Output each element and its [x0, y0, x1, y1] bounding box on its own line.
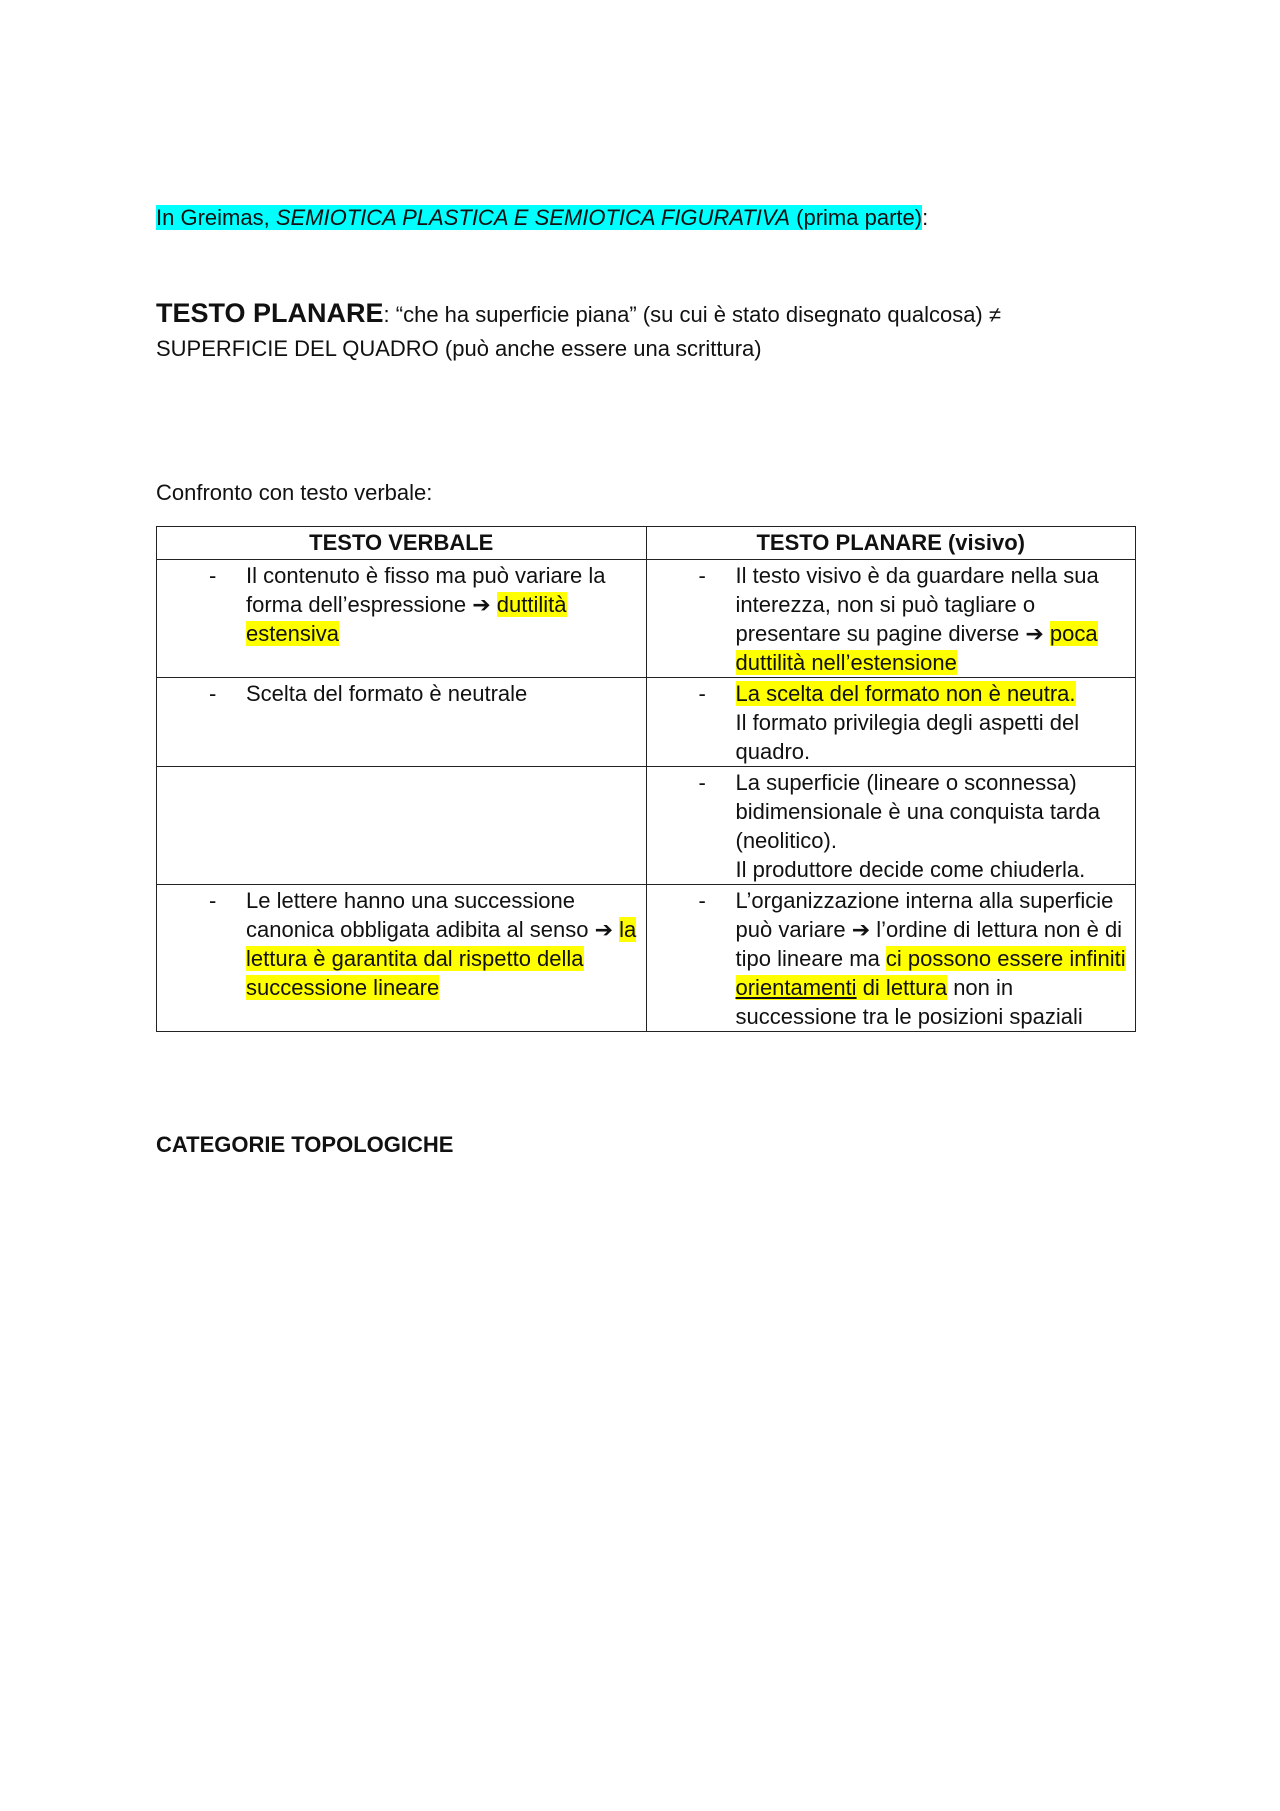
highlight-text: duttilità estensiva — [246, 592, 567, 646]
intro-highlight: In Greimas, SEMIOTICA PLASTICA E SEMIOTICA FIGURATIVA (prima parte) — [156, 205, 923, 230]
highlight-text: La scelta del formato non è neutra. — [735, 681, 1076, 706]
section-heading: CATEGORIE TOPOLOGICHE — [156, 1132, 454, 1157]
arrow-icon: ➔ — [851, 917, 871, 942]
table-cell: - Scelta del formato è neutrale — [157, 678, 647, 767]
table-cell: - La scelta del formato non è neutra. Il formato privilegia degli aspetti del quadro. — [646, 678, 1136, 767]
bullet-dash: - — [698, 563, 706, 588]
table-header-row — [157, 527, 1136, 560]
table-row — [157, 678, 1136, 767]
highlight-text: la lettura è garantita dal rispetto della successione lineare — [246, 917, 637, 1000]
highlight-text: ci possono essere infiniti — [885, 946, 1126, 971]
table-row — [157, 885, 1136, 1032]
header-testo-verbale: TESTO VERBALE — [157, 527, 647, 560]
bullet-dash: - — [698, 770, 706, 795]
intro-line: In Greimas, SEMIOTICA PLASTICA E SEMIOTICA FIGURATIVA (prima parte): — [156, 205, 929, 230]
definition-term: TESTO PLANARE — [156, 298, 384, 328]
arrow-icon: ➔ — [1025, 621, 1044, 646]
arrow-icon: ➔ — [472, 592, 491, 617]
bullet-dash: - — [209, 563, 217, 588]
comparison-label: Confronto con testo verbale: — [156, 480, 433, 505]
book-title: SEMIOTICA PLASTICA E SEMIOTICA FIGURATIVA — [275, 205, 791, 230]
definition-paragraph — [156, 296, 1136, 366]
table-row — [157, 560, 1136, 678]
table-cell: - La superficie (lineare o sconnessa) bidimensionale è una conquista tarda (neolitico). Il produttore decide come chiuderla. — [646, 767, 1136, 885]
bullet-dash: - — [209, 888, 217, 913]
table-cell: - L’organizzazione interna alla superficie può variare ➔ l’ordine di lettura non è di tipo lineare ma ci possono essere infiniti orientamenti di lettura non in successione tra le posizioni spaziali — [646, 885, 1136, 1032]
bullet-dash: - — [698, 888, 706, 913]
highlight-underlined-text: orientamenti — [735, 975, 857, 1000]
highlight-text: di lettura — [856, 975, 948, 1000]
highlight-text: poca duttilità nell’estensione — [735, 621, 1098, 675]
table-row — [157, 767, 1136, 885]
comparison-table — [156, 526, 1136, 1032]
table-cell: - Il contenuto è fisso ma può variare la forma dell’espressione ➔ duttilità estensiva — [157, 560, 647, 678]
table-cell-empty — [157, 767, 647, 885]
bullet-dash: - — [209, 681, 217, 706]
table-cell: - Il testo visivo è da guardare nella sua interezza, non si può tagliare o presentare su pagine diverse ➔ poca duttilità nell’estensione — [646, 560, 1136, 678]
definition-text: : “che ha superficie piana” (su cui è stato disegnato qualcosa) ≠ SUPERFICIE DEL QUADRO (può anche essere una scrittura) — [156, 302, 1001, 361]
bullet-dash: - — [698, 681, 706, 706]
arrow-icon: ➔ — [594, 917, 614, 942]
header-testo-planare: TESTO PLANARE (visivo) — [646, 527, 1136, 560]
table-cell: - Le lettere hanno una successione canonica obbligata adibita al senso ➔ la lettura è garantita dal rispetto della successione lineare — [157, 885, 647, 1032]
